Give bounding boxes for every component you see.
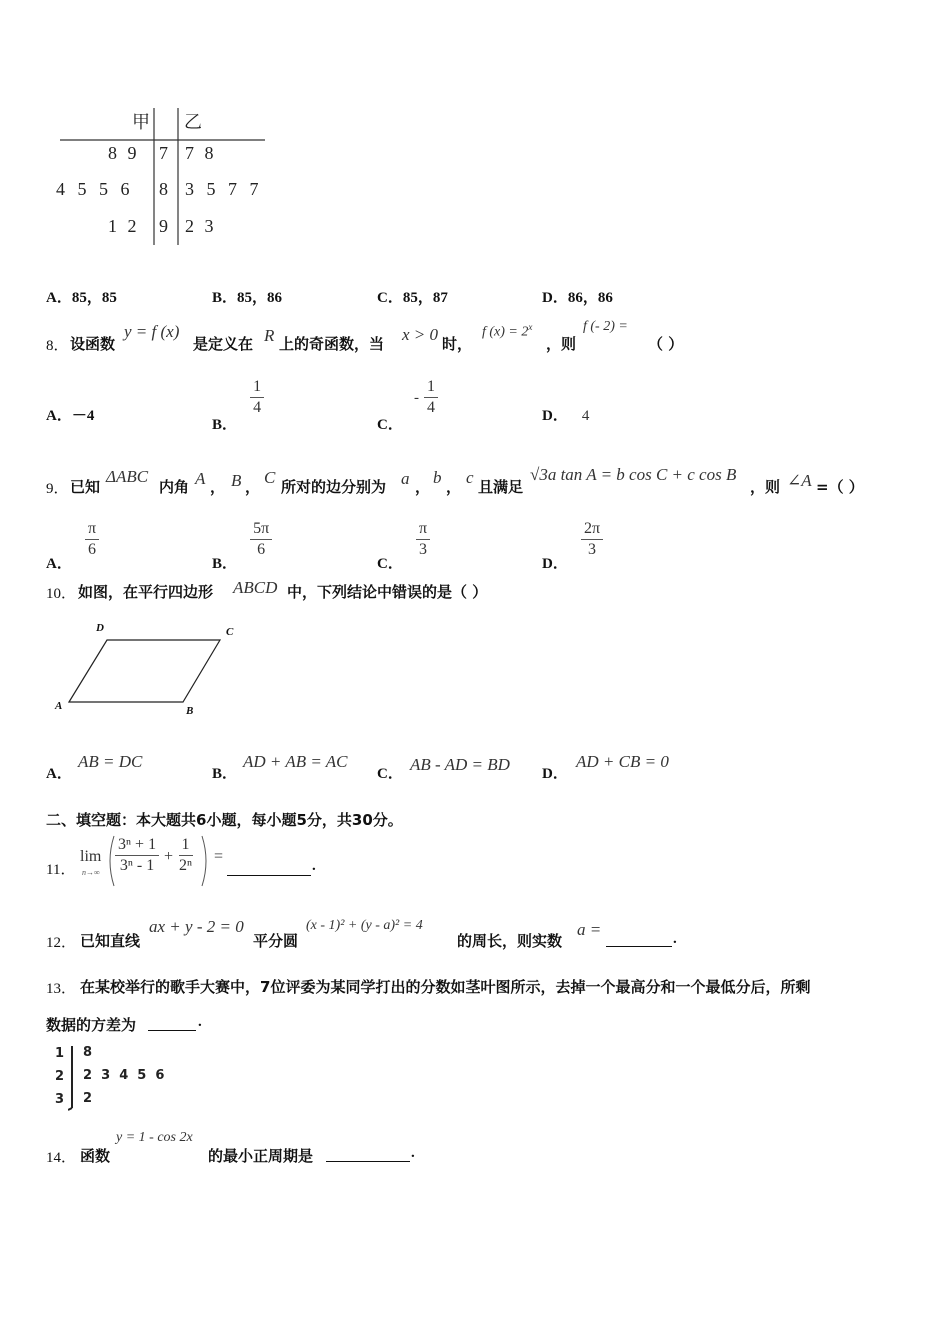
q10-option-c-label[interactable]: C． xyxy=(377,766,403,782)
q13-number: 13． xyxy=(46,981,77,997)
q9-option-c[interactable]: C． $\frac{\pi}{3}$ xyxy=(377,520,430,559)
q11-lim: lim xyxy=(80,848,102,865)
q14-text-1: 函数 xyxy=(80,1147,111,1165)
q8-answer-paren: （ ） xyxy=(648,335,684,353)
q12-math-line: ax + y - 2 = 0 xyxy=(149,917,244,936)
header-jia: 甲 xyxy=(132,112,150,132)
vertex-b-label: B xyxy=(186,705,194,717)
q9-comma-2: ， xyxy=(245,478,261,496)
q12-answer-blank[interactable] xyxy=(606,931,672,947)
q9-math-b: b xyxy=(433,468,442,487)
q8-text-3: 上的奇函数，当 xyxy=(279,335,385,353)
q9-option-d[interactable]: D． $\frac{2\pi}{3}$ xyxy=(542,520,603,559)
q9-math-c: c xyxy=(466,468,474,487)
q9-math-angle-a: ∠A xyxy=(787,471,812,490)
row1-left: 8 9 xyxy=(108,143,140,163)
q8-number: 8． xyxy=(46,338,69,354)
q8-math-r: R xyxy=(264,326,275,345)
q10-option-a-label[interactable]: A． xyxy=(46,766,72,782)
q13-stem-1: 1 xyxy=(55,1046,65,1061)
q14-text-2: 的最小正周期是 xyxy=(208,1147,314,1165)
q7-option-c[interactable]: C．85，87 xyxy=(377,290,448,306)
q12-text-2: 平分圆 xyxy=(253,932,299,950)
q10-number: 10． xyxy=(46,586,77,602)
q8-option-a[interactable]: A．－4 xyxy=(46,408,95,424)
q10-option-a-eq: AB = DC xyxy=(78,752,143,771)
q9-text-6: =（ ） xyxy=(816,478,864,496)
q9-text-2: 内角 xyxy=(159,478,190,496)
q13-period: . xyxy=(198,1014,202,1030)
row1-right: 7 8 xyxy=(185,143,217,163)
q9-option-a[interactable]: A． $\frac{\pi}{6}$ xyxy=(46,520,99,559)
q11-number: 11． xyxy=(46,862,76,878)
vertex-c-label: C xyxy=(226,626,234,638)
vertex-d-label: D xyxy=(96,622,104,634)
q8-text-1: 设函数 xyxy=(70,335,116,353)
q8-option-c[interactable]: C． - $\frac{1}{4}$ xyxy=(377,378,438,417)
q9-option-b[interactable]: B． $\frac{5\pi}{6}$ xyxy=(212,520,272,559)
q13-stem-divider xyxy=(68,1044,80,1112)
q12-text-3: 的周长，则实数 xyxy=(457,932,563,950)
q12-number: 12． xyxy=(46,935,77,951)
row3-stem: 9 xyxy=(159,216,168,236)
q10-text-1: 如图，在平行四边形 xyxy=(78,583,214,601)
q8-math-fneg2: f (- 2) = xyxy=(583,319,628,334)
q13-text-2: 数据的方差为 xyxy=(46,1016,137,1034)
q9-text-1: 已知 xyxy=(70,478,101,496)
q13-leaves-3: 2 xyxy=(83,1091,93,1106)
q11-answer-blank[interactable] xyxy=(227,858,311,876)
q7-option-a[interactable]: A．85，85 xyxy=(46,290,117,306)
vertex-a-label: A xyxy=(55,700,63,712)
q9-math-a: a xyxy=(401,469,410,488)
row2-left: 4 5 5 6 xyxy=(56,179,134,199)
q12-text-1: 已知直线 xyxy=(80,932,141,950)
row2-right: 3 5 7 7 xyxy=(185,179,263,199)
q11-lim-sub: n→∞ xyxy=(82,868,100,877)
q11-fraction-2: $\frac{1}{\text{2ⁿ}}$ xyxy=(179,836,193,874)
q8-math-yfx: y = f (x) xyxy=(124,322,180,341)
q14-period: . xyxy=(411,1145,415,1161)
q13-answer-blank[interactable] xyxy=(148,1014,196,1031)
q13-stem-2: 2 xyxy=(55,1069,65,1084)
q7-option-b[interactable]: B．85，86 xyxy=(212,290,283,306)
q8-option-b[interactable]: B． $\frac{1}{4}$ xyxy=(212,378,264,417)
q14-answer-blank[interactable] xyxy=(326,1145,410,1162)
q9-math-c-upper: C xyxy=(264,468,276,487)
q11-fraction-1: $\frac{\text{3ⁿ + 1}}{\text{3ⁿ - 1}}$ xyxy=(115,836,159,875)
row1-stem: 7 xyxy=(159,143,168,163)
q9-comma-3: ， xyxy=(415,478,431,496)
parallelogram-shape xyxy=(50,620,250,720)
q10-option-b-eq: AD + AB = AC xyxy=(243,752,348,771)
section-2-heading: 二、填空题：本大题共6小题，每小题5分，共30分。 xyxy=(46,811,403,829)
q9-comma-1: ， xyxy=(210,478,226,496)
q9-text-5: ，则 xyxy=(750,478,781,496)
q8-text-5: ，则 xyxy=(546,335,577,353)
q14-number: 14． xyxy=(46,1150,77,1166)
q7-option-d[interactable]: D．86，86 xyxy=(542,290,613,306)
q8-math-fx: f $(x) = 2^x$ xyxy=(482,322,533,340)
q10-text-2: 中，下列结论中错误的是（ ） xyxy=(287,583,488,601)
q11-plus: + xyxy=(164,848,174,865)
row2-stem: 8 xyxy=(159,179,168,199)
q10-option-b-label[interactable]: B． xyxy=(212,766,238,782)
q8-math-xgt0: x > 0 xyxy=(402,325,439,344)
row3-right: 2 3 xyxy=(185,216,217,236)
q9-math-a-upper: A xyxy=(195,469,206,488)
q10-option-d-eq: AD + CB = 0 xyxy=(576,752,669,771)
row3-left: 1 2 xyxy=(108,216,140,236)
q14-math-function: y = 1 - cos 2x xyxy=(116,1130,193,1145)
q10-option-d-label[interactable]: D． xyxy=(542,766,568,782)
q12-period: . xyxy=(673,931,677,947)
q13-leaves-2: 2 3 4 5 6 xyxy=(83,1068,165,1083)
q10-math-abcd: ABCD xyxy=(233,578,278,597)
q13-stem-3: 3 xyxy=(55,1092,65,1107)
q9-math-triangle: ΔABC xyxy=(106,467,149,486)
q10-option-c-eq: AB - AD = BD xyxy=(410,755,510,774)
q11-equals: = xyxy=(214,848,224,865)
q11-period: . xyxy=(312,858,316,874)
q13-text-1: 在某校举行的歌手大赛中，7位评委为某同学打出的分数如茎叶图所示，去掉一个最高分和一个最低分后，所剩 xyxy=(80,978,811,996)
q9-math-b-upper: B xyxy=(231,471,242,490)
q9-math-equation: √3a tan A = b cos C + c cos B xyxy=(530,465,737,484)
q8-option-d[interactable]: D． 4 xyxy=(542,408,590,424)
header-yi: 乙 xyxy=(184,112,202,132)
q13-leaves-1: 8 xyxy=(83,1045,93,1060)
q9-comma-4: ， xyxy=(446,478,462,496)
q9-text-3: 所对的边分别为 xyxy=(281,478,387,496)
q12-math-circle: (x - 1)² + (y - a)² = 4 xyxy=(306,918,423,933)
q8-text-2: 是定义在 xyxy=(193,335,254,353)
q12-math-a-eq: a = xyxy=(577,920,602,939)
q8-text-4: 时， xyxy=(442,335,473,353)
q9-text-4: 且满足 xyxy=(478,478,524,496)
q9-number: 9． xyxy=(46,481,69,497)
